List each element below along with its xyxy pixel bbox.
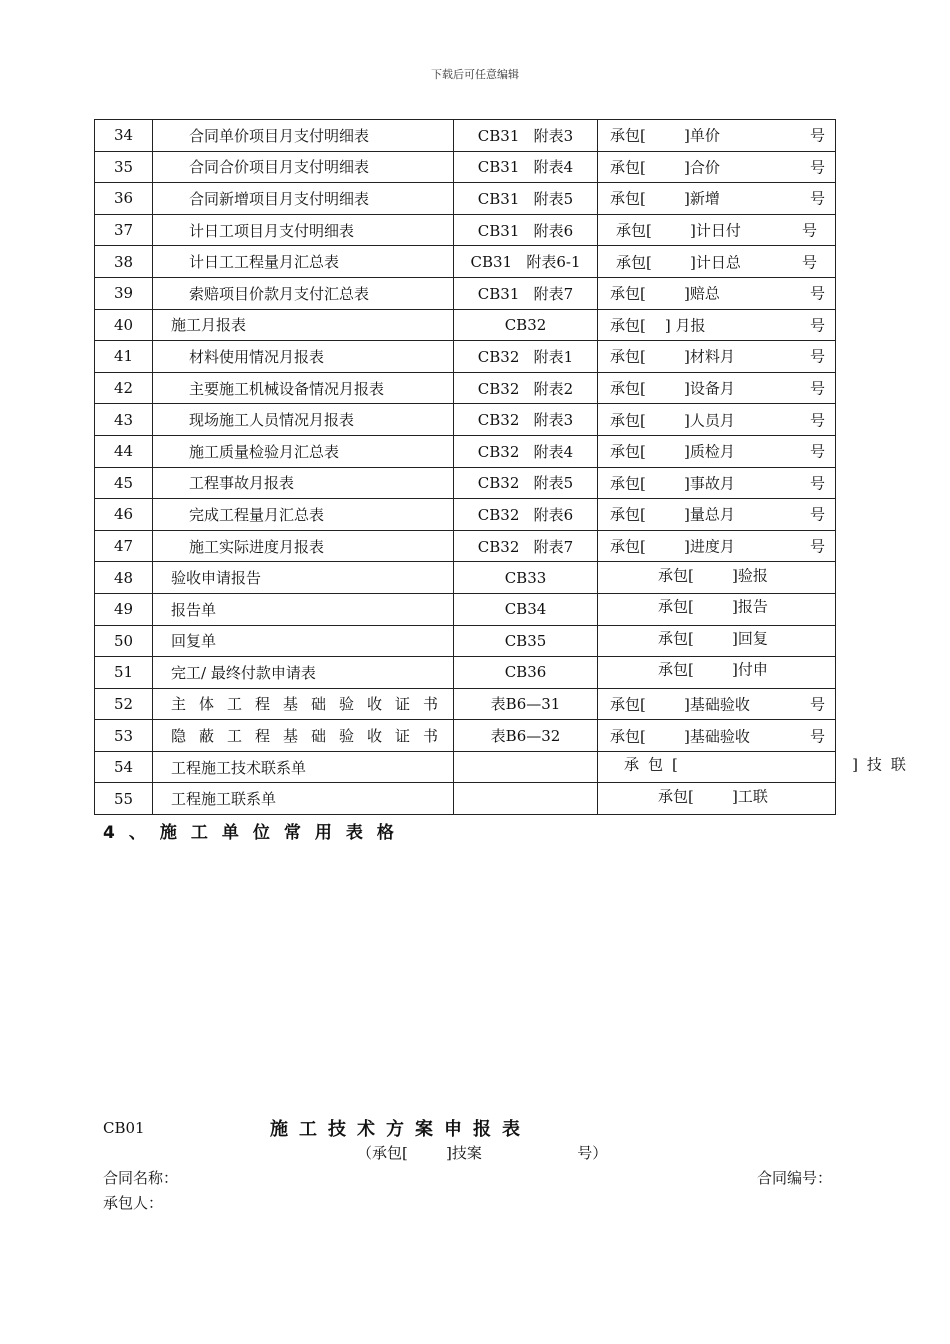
numbering-cell [598, 530, 836, 562]
row-number: 53 [95, 720, 153, 752]
form-name-cell [153, 341, 454, 373]
form-code-cell: CB32 附表5 [454, 467, 598, 499]
numbering-format: 承包[ ]单价 [610, 126, 720, 145]
numbering-format: 承包[ ]计日付 [616, 221, 741, 240]
form-code-cell: CB31 附表3 [454, 120, 598, 152]
numbering-format: 承包[ ]赔总 [610, 284, 720, 303]
form-name: 隐蔽工程基础验收证书 [171, 727, 452, 746]
form-code-cell [454, 783, 598, 815]
table-row [95, 530, 836, 562]
form-name-cell [153, 277, 454, 309]
numbering-cell [598, 720, 836, 752]
numbering-suffix: 号 [809, 189, 825, 208]
section-title: 4、施工单位常用表格 [103, 823, 408, 843]
form-name: 回复单 [171, 632, 217, 651]
row-number: 43 [95, 404, 153, 436]
form-name-cell [153, 783, 454, 815]
numbering-suffix: 号 [809, 727, 825, 746]
numbering-suffix: 号 [809, 695, 825, 714]
row-number: 34 [95, 120, 153, 152]
row-number: 38 [95, 246, 153, 278]
numbering-format: 承包[ ]基础验收 [610, 695, 750, 714]
numbering-suffix: 号 [809, 284, 825, 303]
row-number: 46 [95, 499, 153, 531]
form-name-cell [153, 404, 454, 436]
form-name-cell [153, 309, 454, 341]
header-note: 下载后可任意编辑 [431, 68, 519, 81]
numbering-suffix: 号 [809, 126, 825, 145]
form-name: 完成工程量月汇总表 [189, 505, 325, 524]
form-code-cell: CB32 附表7 [454, 530, 598, 562]
numbering-format: 承包[ ]设备月 [610, 379, 735, 398]
numbering-suffix: 号 [801, 221, 817, 240]
numbering-cell [598, 372, 836, 404]
row-number: 55 [95, 783, 153, 815]
row-number: 39 [95, 277, 153, 309]
form-name-cell [153, 435, 454, 467]
numbering-format: 承包[ ]计日总 [616, 253, 741, 272]
table-row [95, 246, 836, 278]
numbering-format: 承包[ ]报告 [658, 597, 768, 616]
form-name-cell [153, 120, 454, 152]
numbering-suffix: 号 [809, 347, 825, 366]
form-code-cell [454, 751, 598, 783]
table-row [95, 562, 836, 594]
table-row [95, 277, 836, 309]
numbering-cell [598, 214, 836, 246]
form-code-cell: CB31 附表6 [454, 214, 598, 246]
numbering-suffix: 号 [809, 474, 825, 493]
numbering-format: 承包[ ]新增 [610, 189, 720, 208]
form-name-cell [153, 151, 454, 183]
form-code-cell: 表B6—32 [454, 720, 598, 752]
table-row [95, 404, 836, 436]
table-row [95, 120, 836, 152]
numbering-cell [598, 183, 836, 215]
numbering-format: 承包[ ]人员月 [610, 411, 735, 430]
numbering-cell [598, 562, 836, 594]
row-number: 51 [95, 657, 153, 689]
numbering-format: 承包[ ]合价 [610, 158, 720, 177]
form-name: 主体工程基础验收证书 [171, 695, 452, 714]
numbering-suffix: 号 [809, 442, 825, 461]
table-row [95, 435, 836, 467]
numbering-cell [598, 246, 836, 278]
form-name: 施工实际进度月报表 [189, 537, 325, 556]
row-number: 36 [95, 183, 153, 215]
table-row [95, 625, 836, 657]
row-number: 49 [95, 593, 153, 625]
numbering-format: 承包[ ]材料月 [610, 347, 735, 366]
form-name-cell [153, 246, 454, 278]
form-name-cell [153, 214, 454, 246]
form-code-cell: CB31 附表6-1 [454, 246, 598, 278]
form-name: 工程施工技术联系单 [171, 758, 307, 777]
form-code-cell: CB32 附表2 [454, 372, 598, 404]
form-subtitle: （承包[ ]技案 号） [357, 1144, 608, 1162]
form-name: 计日工工程量月汇总表 [189, 253, 340, 272]
table-row [95, 751, 836, 783]
form-title: 施工技术方案申报表 [270, 1119, 531, 1140]
numbering-cell [598, 467, 836, 499]
form-name: 现场施工人员情况月报表 [189, 411, 355, 430]
form-name: 材料使用情况月报表 [189, 347, 325, 366]
form-name: 合同单价项目月支付明细表 [189, 126, 370, 145]
numbering-suffix: 号 [801, 253, 817, 272]
form-code: CB01 [103, 1119, 145, 1137]
numbering-format: 承包[ ]验报 [658, 566, 768, 585]
contractor-label: 承包人： [103, 1194, 164, 1212]
numbering-format: 承包[ ]量总月 [610, 505, 735, 524]
row-number: 40 [95, 309, 153, 341]
row-number: 50 [95, 625, 153, 657]
form-name-cell [153, 688, 454, 720]
form-name: 索赔项目价款月支付汇总表 [189, 284, 370, 303]
table-row [95, 688, 836, 720]
form-name-cell [153, 593, 454, 625]
form-code-cell: CB32 [454, 309, 598, 341]
form-name: 合同新增项目月支付明细表 [189, 189, 370, 208]
form-name: 合同合价项目月支付明细表 [189, 158, 370, 177]
numbering-cell [598, 751, 915, 783]
numbering-suffix: 号 [809, 379, 825, 398]
numbering-format: 承包[ ]基础验收 [610, 727, 750, 746]
row-number: 54 [95, 751, 153, 783]
numbering-cell [598, 657, 836, 689]
table-row [95, 214, 836, 246]
form-name-cell [153, 530, 454, 562]
form-name: 报告单 [171, 600, 217, 619]
numbering-cell [598, 783, 836, 815]
form-code-cell: CB32 附表4 [454, 435, 598, 467]
numbering-format: 承包[ ]进度月 [610, 537, 735, 556]
form-name: 主要施工机械设备情况月报表 [189, 379, 385, 398]
numbering-format: 承包[ ]技联 [624, 755, 915, 774]
form-name-cell [153, 720, 454, 752]
table-row [95, 151, 836, 183]
form-code-cell: CB32 附表3 [454, 404, 598, 436]
form-name-cell [153, 499, 454, 531]
form-name-cell [153, 183, 454, 215]
table-row [95, 341, 836, 373]
table-row [95, 372, 836, 404]
form-name-cell [153, 657, 454, 689]
form-name-cell [153, 562, 454, 594]
row-number: 37 [95, 214, 153, 246]
table-row [95, 720, 836, 752]
form-code-cell: CB31 附表5 [454, 183, 598, 215]
row-number: 41 [95, 341, 153, 373]
numbering-cell [598, 688, 836, 720]
numbering-suffix: 号 [809, 537, 825, 556]
table-row [95, 183, 836, 215]
numbering-cell [598, 593, 836, 625]
numbering-cell [598, 309, 836, 341]
numbering-suffix: 号 [809, 505, 825, 524]
table-row [95, 657, 836, 689]
row-number: 44 [95, 435, 153, 467]
row-number: 47 [95, 530, 153, 562]
table-row [95, 309, 836, 341]
numbering-cell [598, 277, 836, 309]
form-code-cell: CB31 附表4 [454, 151, 598, 183]
form-name: 计日工项目月支付明细表 [189, 221, 355, 240]
numbering-cell [598, 404, 836, 436]
row-number: 45 [95, 467, 153, 499]
form-code-cell: CB34 [454, 593, 598, 625]
form-name-cell [153, 751, 454, 783]
form-name: 施工月报表 [171, 316, 247, 335]
numbering-format: 承包[ ]工联 [658, 787, 768, 806]
table-row [95, 499, 836, 531]
numbering-cell [598, 151, 836, 183]
numbering-format: 承包[ ]付申 [658, 660, 768, 679]
form-name-cell [153, 625, 454, 657]
row-number: 35 [95, 151, 153, 183]
numbering-suffix: 号 [809, 158, 825, 177]
form-code-cell: CB32 附表1 [454, 341, 598, 373]
numbering-cell [598, 499, 836, 531]
table-row [95, 593, 836, 625]
numbering-cell [598, 435, 836, 467]
form-name: 工程事故月报表 [189, 474, 295, 493]
form-name: 完工/ 最终付款申请表 [171, 663, 316, 682]
numbering-cell [598, 341, 836, 373]
contract-no-label: 合同编号： [757, 1169, 833, 1187]
forms-table-body [95, 120, 915, 815]
forms-table [94, 119, 915, 815]
form-name: 施工质量检验月汇总表 [189, 442, 340, 461]
form-code-cell: CB35 [454, 625, 598, 657]
row-number: 48 [95, 562, 153, 594]
form-name: 工程施工联系单 [171, 790, 277, 809]
row-number: 52 [95, 688, 153, 720]
form-code-cell: 表B6—31 [454, 688, 598, 720]
numbering-format: 承包[ ]事故月 [610, 474, 735, 493]
form-code-cell: CB31 附表7 [454, 277, 598, 309]
form-code-cell: CB32 附表6 [454, 499, 598, 531]
numbering-cell [598, 120, 836, 152]
numbering-cell [598, 625, 836, 657]
table-row [95, 783, 836, 815]
numbering-format: 承包[ ]回复 [658, 629, 768, 648]
form-code-cell: CB36 [454, 657, 598, 689]
numbering-suffix: 号 [809, 411, 825, 430]
numbering-format: 承包[ ]质检月 [610, 442, 735, 461]
numbering-format: 承包[ ] 月报 [610, 316, 706, 335]
form-code-cell: CB33 [454, 562, 598, 594]
row-number: 42 [95, 372, 153, 404]
form-name-cell [153, 372, 454, 404]
contract-name-label: 合同名称： [103, 1169, 179, 1187]
form-name: 验收申请报告 [171, 569, 262, 588]
numbering-suffix: 号 [809, 316, 825, 335]
form-name-cell [153, 467, 454, 499]
table-row [95, 467, 836, 499]
